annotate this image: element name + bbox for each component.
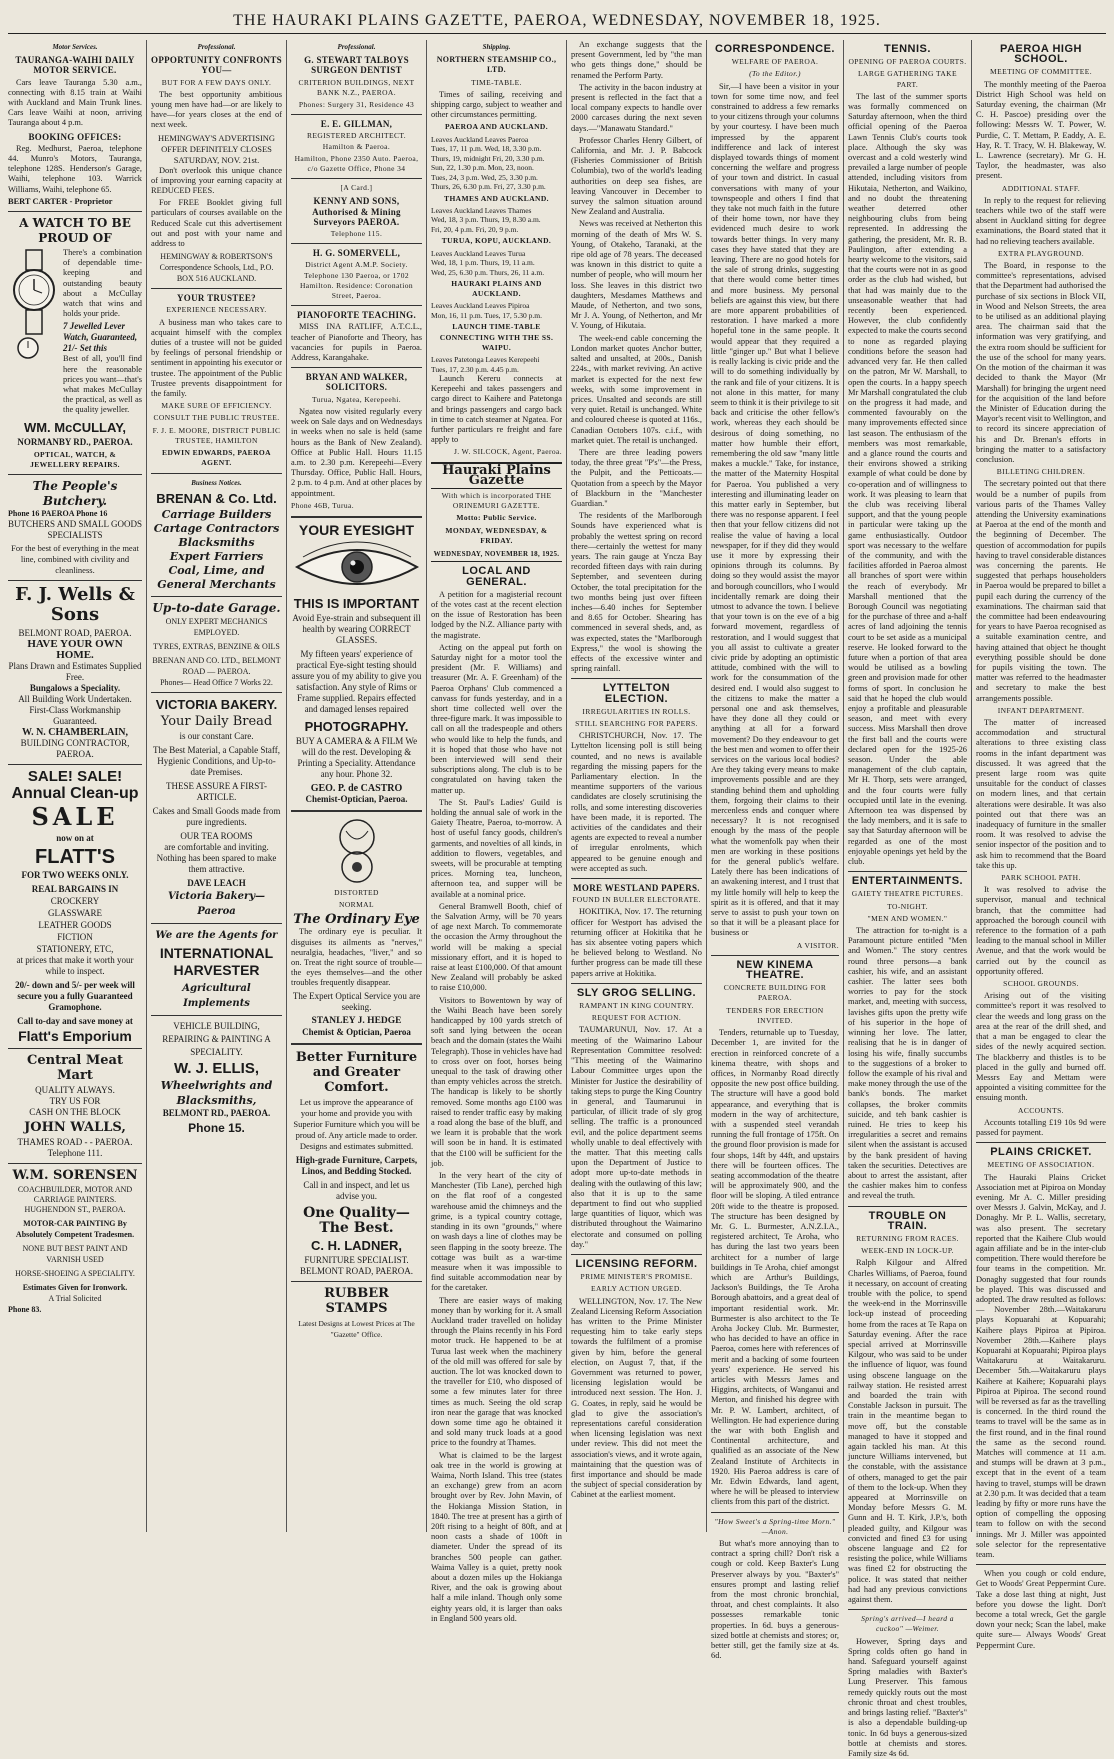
hedge-name: STANLEY J. HEDGE (311, 1015, 402, 1026)
train-sub-2: WEEK-END IN LOCK-UP. (861, 1246, 954, 1256)
column-1 (4, 40, 146, 1532)
ent-title: ENTERTAINMENTS. (851, 875, 964, 888)
garage-tyres: TYRES, EXTRAS, BENZINE & OILS (153, 641, 280, 651)
bakery-owner: DAVE LEACH (187, 877, 246, 888)
eye-avoid: Avoid Eye-strain and subsequent ill health by wearing CORRECT GLASSES. (292, 612, 421, 645)
local-para: What is claimed to be the largest oak tree in the world is growing at Waima, North Island. This tree (states an exchange) grew from an acorn brought over by Rev. John Mavin, of the Hokianga Mission Station, in 1840. The tree at present has a girth of 20ft rising to a height of 80ft, and at noon casts a shade of 100ft in diameter. Under the spread of its branches 500 people can gather. Waima Valley is a quiet, pretty nook about a dozen miles up the Hokianga River, and the oak is growing about half a mile inland. Though only some eighty years old, it is larger than oaks in England 500 years old. (431, 1450, 562, 1623)
sale-top: SALE! SALE! (27, 768, 123, 786)
ship-co: NORTHERN STEAMSHIP CO., LTD. (436, 55, 557, 75)
motor-title: TAURANGA-WAIHI DAILY MOTOR SERVICE. (15, 55, 135, 76)
stamps-body: Latest Designs at Lowest Prices at The "Gazette" Office. (298, 1318, 415, 1339)
bryan-towns: Turua, Ngatea, Kerepeehi. (311, 394, 402, 404)
ta-row: Fri, 20, 4 p.m. Fri, 20, 9 p.m. (431, 224, 519, 234)
meat-try: TRY US FOR (49, 1096, 101, 1107)
bryan-body: Ngatea now visited regularly every week on Sale days and on Wednesdays in weeks when no sale is held (same hours as the Bank of New Zealand). Office at Public Hall. Hours 11.15 a.m. to 2.30 p.m. Kerepeehi—Every Thursday. Office, Public Hall. Hours, 2 p.m. to 4 p.m. And at other places by appointment. (291, 406, 422, 498)
westland-sub: FOUND IN BULLER ELECTORATE. (572, 895, 701, 905)
sale-two: FOR TWO WEEKS ONLY. (21, 870, 129, 881)
watch-body: There's a combination of dependable time-keeping and outstanding beauty about a McCullay watch that wins and holds your pride. (63, 248, 142, 319)
ladner-name: C. H. LADNER, (311, 1237, 402, 1253)
hp-row: Leaves Auckland Leaves Pipiroa (431, 301, 530, 311)
decastro-trade: Chemist-Optician, Paeroa. (305, 793, 408, 804)
intro-para: Professor Charles Henry Gilbert, of California, and Mr. J. P. Babcock (Fisheries Commissioner of British Columbia), two of the world's leading authorities on deep sea fishes, are leaving Vancouver in December to survey the salmon situation around New Zealand and Australia. (571, 135, 702, 217)
trustee-sub: EXPERIENCE NECESSARY. (166, 305, 267, 315)
furn-quality: One Quality—The Best. (303, 1204, 410, 1236)
launch-rows (431, 355, 562, 374)
lic-sub-2: EARLY ACTION URGED. (591, 1284, 682, 1294)
infant-body: The matter of increased accommodation and structural alterations to three existing class rooms in the infant department was discussed. It was agreed that the present large room was quite unsuitable for the conduct of classes on modern lines, and that certain alterations were desirable. It was also pointed out that there was an inadequacy of furniture in the smaller room. It was resolved to advise the senior inspector of the position and to ask him to recommend that the Board take this up. (976, 718, 1106, 870)
hem-body-2: For FREE Booklet giving full particulars of courses available on the Reduced Scale cut this advertisement out and post with your name and address to (151, 198, 282, 249)
motor-body: Cars leave Tauranga 5.30 a.m., connecting with 8.15 train at Waihi with Auckland and Main Trunk lines. Cars leave Waihi at noon, arriving Tauranga about 4 p.m. (8, 77, 142, 128)
lic-body: WELLINGTON, Nov. 17. The New Zealand Licensing Reform Association has written to the Prime Minister requesting him to take early steps towards the fulfilment of a promise given by him, before the general election, on August 7, that, if the Government was returned to power, licensing legislation would be introduced next session. The Hon. J. G. Coates, in reply, said he would be glad to give the association's representations careful consideration when licensing legislation was next under review. This did not meet the association's views, and it wrote again, maintaining that the question was of first importance and should be made the subject of special consideration by Cabinet at the earliest moment. (571, 1296, 702, 1500)
opp-body: The best opportunity ambitious young men have had—or are likely to have—for years closes at the end of next week. (151, 89, 282, 130)
sale-bargains: REAL BARGAINS IN (31, 884, 119, 895)
bryan-title: BRYAN AND WALKER, SOLICITORS. (305, 372, 408, 393)
column-8 (971, 40, 1110, 1650)
gillman-trade: REGISTERED ARCHITECT. Hamilton & Paeroa. (306, 131, 407, 151)
play-title: EXTRA PLAYGROUND. (997, 248, 1085, 258)
kenny-name: KENNY AND SONS, Authorised & Mining Surveyors PAEROA. (312, 196, 401, 227)
launch-body: Launch Kereru connects at Kerepeehi and takes passengers and cargo direct to Kaihere and Patetonga and brings passengers and cargo back in time to catch steamer at Ngatea. For further particulars re freight and fare apply to (431, 374, 562, 445)
harvester-imp: Agricultural Implements (182, 982, 251, 1009)
gazette-motto: Motto: Public Service. (456, 513, 537, 523)
brenan-line-2: Cartage Contractors (153, 521, 280, 535)
furn-body: Let us improve the appearance of your home and provide you with Superior Furniture which you will be proud of. Any article made to order. Designs and estimates submitted. (293, 1096, 420, 1151)
corr-title: CORRESPONDENCE. (715, 43, 835, 55)
meat-mart: Central Meat Mart (27, 1053, 123, 1084)
staff-title: ADDITIONAL STAFF. (1001, 183, 1081, 193)
school-title: PAEROA HIGH SCHOOL. (1000, 43, 1082, 66)
mccullay-trade: OPTICAL, WATCH, & JEWELLERY REPAIRS. (30, 449, 120, 469)
cricket-title: PLAINS CRICKET. (990, 1146, 1092, 1159)
ta-title: THAMES AND AUCKLAND. (444, 193, 549, 203)
sale-item-5: STATIONERY, ETC, (36, 944, 114, 955)
brenan-line-1: Carriage Builders (161, 507, 272, 521)
glasses-normal: NORMAL (339, 900, 374, 910)
eye-icon (293, 541, 421, 593)
meat-cash: CASH ON THE BLOCK (29, 1107, 121, 1118)
lic-title: LICENSING REFORM. (575, 1257, 698, 1270)
launch-row: Leaves Patetonga Leaves Kerepeehi (431, 355, 540, 365)
sale-grama: 20/- down and 5/- per week will secure you a fully Guaranteed Gramophone. (15, 980, 135, 1013)
hedge-trade: Chemist & Optician, Paeroa (302, 1026, 411, 1037)
trustee-edwards: EDWIN EDWARDS, PAEROA AGENT. (162, 448, 271, 468)
tk-row: Wed, 25, 6.30 p.m. Thurs, 26, 11 a.m. (431, 267, 545, 277)
lyttelton-title: LYTTELTON ELECTION. (602, 682, 671, 705)
butchery-phone: Phone 16 PAEROA Phone 16 (8, 509, 108, 519)
sorensen-paint: NONE BUT BEST PAINT AND VARNISH USED (22, 1244, 128, 1265)
pa-row: Thurs, 19, midnight Fri, 20, 3.30 p.m. (431, 153, 545, 163)
somervell-body: District Agent A.M.P. Society. Telephone 130 Paeroa, or 1702 Hamilton. Residence: Coronation Street, Paeroa. (299, 260, 413, 301)
kenny-tel: Telephone 115. (330, 229, 383, 239)
brenan-line-4: Expert Farriers (169, 549, 264, 563)
sorensen-phone: Phone 83. (8, 1305, 42, 1315)
sale-prices: at prices that make it worth your while to inspect. (16, 955, 134, 977)
butchery-line: BUTCHERS AND SMALL GOODS SPECIALISTS (8, 519, 142, 541)
welfare-title: WELFARE OF PAEROA. (731, 57, 819, 67)
ordinary-body: The ordinary eye is peculiar. It disguises its ailments as "nerves," neuralgia, headaches, "liver," and so on. Treat the right source of trouble—the eyes themselves—and the other troubles frequently disappear. (291, 927, 422, 988)
verse: "How Sweet's a Spring-time Morn." —Anon. (714, 1516, 836, 1536)
column-5 (566, 40, 706, 1532)
gillman-name: E. E. GILLMAN, (320, 119, 393, 130)
walls-tel: Telephone 111. (47, 1148, 103, 1159)
cricket-body: The Hauraki Plains Cricket Association met at Pipiroa on Monday evening. Mr A. C. Miller presiding over Messrs J. Galvin, McKay, and J. Donaghy. Mr P. L. Wallis, secretary, was also present. The secretary reported that the Kaihere Club would again affiliate and be in the inter-club competition. There would therefore be four teams in the competition. Mr. Donaghy suggested that four rounds be played. This was discussed and adopted. The draw resulted as follows:— November 28th.—Waitakaruru plays Kopuarahi at Kopuarahi; Kaihere plays Pipiroa at Pipiroa. November 28th.—Kaihere plays Kopuarahi at Kopuarahi; Pipiroa plays Waitakaruru at Waitakaruru. December 5th.—Waitakaruru plays Kaihere at Kaihere; Kopuarahi plays Pipiroa at Pipiroa. The second round will be reversed as far as the travelling is concerned. In the third round the teams to travel will be the same as in the first round, and in the final round the same as the second round. Matches will commence at 11 a.m. and stumps will be drawn at 3 p.m., except that in the event of a team having to travel, stumps will be drawn at 2.30 p.m. It was decided that a team leading by fifty or more runs have the option of compelling the opposing team to follow on with the second innings. Mr J. Miller was appointed sole selector for the representative team. (976, 1172, 1106, 1560)
brenan-line-5: Coal, Lime, and (168, 563, 265, 577)
brenan-name: BRENAN & Co. Ltd. (156, 490, 277, 506)
wells-tag: HAVE YOUR OWN HOME. (27, 638, 123, 662)
tk-row: Wed, 18, 1 p.m. Thurs, 19, 11 a.m. (431, 258, 535, 268)
mccullay-name: WM. McCULLAY, (23, 419, 127, 435)
column-7 (843, 40, 971, 1758)
butchery-title: The People's Butchery. (32, 479, 118, 509)
gazette-date: WEDNESDAY, NOVEMBER 18, 1925. (431, 549, 562, 562)
wells-guar: First-Class Workmanship Guaranteed. (29, 705, 121, 727)
bryan-phone: Phone 46B, Turua. (291, 500, 355, 510)
wells-spec: Bungalows a Speciality. (29, 683, 121, 694)
bakery-bread: Your Daily Bread (160, 713, 273, 729)
grog-sub: RAMPANT IN KING COUNTRY. (579, 1001, 694, 1011)
ordinary-expert: The Expert Optical Service you are seeking. (292, 990, 421, 1012)
sale-call: Call to-day and save money at (17, 1016, 133, 1027)
local-para: The St. Paul's Ladies' Guild is holding the annual sale of work in the Gaiety Theatre, Paeroa, to-morrow. A host of useful fancy goods, children's garments, and novelties of all kinds, in addition to flowers, vegetables, and sweets, will be procurable at tempting prices. Morning tea, luncheon, afternoon tea, and supper will be available at a nominal price. (431, 797, 562, 899)
cricket-sub: MEETING OF ASSOCIATION. (987, 1160, 1095, 1170)
pa-row: Thurs, 26, 6.30 p.m. Fri, 27, 3.30 p.m. (431, 182, 546, 192)
ta-rows (431, 206, 562, 235)
sorensen-est: Estimates Given for Ironwork. (22, 1283, 128, 1293)
pa-row: Tues, 24, 3 p.m. Wed, 25, 3.30 p.m. (431, 172, 538, 182)
tennis-sub: OPENING OF PAEROA COURTS. (848, 57, 967, 67)
trustee-body: A business man who takes care to acquaint himself with the complex duties of a trustee will not be guided by feelings of personal friendship or sentiment in appointing his executor or trustee. The appointment of the Public Trustee prevents disappointment for the family. (151, 317, 282, 399)
mccullay-addr: NORMANBY RD., PAEROA. (17, 436, 133, 447)
bakery-name: VICTORIA BAKERY. (155, 696, 278, 712)
butchery-body: For the best of everything in the meat line, combined with civility and cleanliness. (11, 543, 139, 576)
gazette-title: Hauraki Plains Gazette (431, 462, 562, 489)
section-label: Shipping. (482, 43, 511, 51)
path-body: It was resolved to advise the supervisor, manual and technical branch, that the committee had approached the borough council with reference to the formation of a path leading to the manual school in Miller Avenue, and that the work would be carried out by the council as opportunity offered. (976, 885, 1106, 976)
local-para: General Bramwell Booth, chief of the Salvation Army, will be 70 years of age next March. To commemorate the occasion the Army throughout the world will be making a special missionary effort, and it is hoped to raise at least £100,000. Of that amount New Zealand will probably be asked to raise £10,000. (431, 901, 562, 993)
piano-title: PIANOFORTE TEACHING. (296, 310, 417, 321)
bakery-concern: is our constant Care. (179, 730, 254, 741)
watch-offer: 7 Jewelled Lever Watch, Guaranteed, 21/- Set this (63, 321, 138, 354)
sale-item-1: CROCKERY (50, 896, 100, 907)
play-body: The Board, in response to the committee's representations, advised that the Department had authorised the purchase of six sections in Block VII, in Wood and Nelson Streets, the area to be utilised as an additional playing area. The chairman said that the information was very gratifying, and the extra room should be sufficient for the use of the school for many years. On the motion of the chairman it was decided to thank the Mayor (Mr Marshall) for bringing the urgent need for the acquisition of the land before the Minister of Education during the Mayor's recent visit to Wellington, and to record its sincere appreciation of his and Dr. Brenan's efforts in bringing the matter to a satisfactory conclusion. (976, 261, 1107, 464)
acc-title: ACCOUNTS. (1018, 1105, 1064, 1115)
bakery-tea: OUR TEA ROOMS (180, 830, 253, 841)
photo-title: PHOTOGRAPHY. (304, 718, 409, 734)
lyttelton-sub-2: STILL SEARCHING FOR PAPERS. (575, 719, 698, 728)
pa-rows (431, 135, 562, 192)
sorensen-trial: A Trial Solicited (48, 1294, 102, 1304)
sale-word: SALE (31, 802, 119, 832)
kinema-sub: CONCRETE BUILDING FOR PAEROA. (723, 983, 827, 1003)
staff-body: In reply to the request for relieving teachers while two of the staff were absent in Auckland sitting for degree examinations, the Board stated that it had no relieving teachers available. (976, 195, 1106, 246)
glasses-distorted: DISTORTED (334, 887, 379, 897)
wells-name: F. J. Wells & Sons (15, 584, 135, 626)
decastro-name: GEO. P. de CASTRO (310, 782, 403, 794)
wells-addr: BELMONT ROAD, PAEROA. (18, 628, 132, 639)
grog-title: SLY GROG SELLING. (576, 986, 697, 999)
booking-body: Reg. Medhurst, Paeroa, telephone 44. Munro's Motors, Tauranga, telephone 128S. Henderson's Garage, Waihi, telephone 103. Warrick Williams, Waihi, telephone 65. (8, 143, 142, 194)
ellis-trade: Wheelwrights and Blacksmiths, (160, 1078, 273, 1107)
intro-para: The activity in the bacon industry at present is reflected in the fact that a local company expects to handle over 2000 carcases during the next seven days.—"Manawatu Standard." (571, 82, 702, 133)
launch-row: Tues, 17, 2.30 p.m. 4.45 p.m. (431, 364, 519, 374)
grog-sub-2: REQUEST FOR ACTION. (591, 1013, 682, 1023)
sorensen-name: W.M. SORENSEN (12, 1168, 138, 1184)
pa-row: Tues, 17, 11 p.m. Wed, 18, 3.30 p.m. (431, 144, 542, 154)
section-label: Professional. (337, 43, 376, 51)
wells-plans: Plans Drawn and Estimates Supplied Free. (8, 661, 142, 683)
sale-emporium: Flatt's Emporium (18, 1028, 132, 1045)
hem-addr: HEMINGWAY & ROBERTSON'S Correspondence Schools, Ltd., P.O. BOX 516 AUCKLAND. (159, 252, 274, 284)
spring-q: Spring's arrived—I heard a cuckoo" —Weimer. (861, 1614, 954, 1634)
bakery-cakes: Cakes and Small Goods made from pure ingredients. (152, 805, 281, 827)
piano-body: MISS INA RATLIFF, A.T.C.L., teacher of Pianoforte and Theory, has vacancies for pupils in Paeroa. Address, Karangahake. (291, 322, 422, 363)
bakery-best: The Best Material, a Capable Staff, Hygienic Conditions, and Up-to-date Premises. (152, 744, 281, 777)
booking-title: BOOKING OFFICES: (28, 131, 122, 142)
tennis-body: The last of the summer sports was formally commenced on Saturday afternoon, when the third official opening of the Paeroa Lawn Tennis Club's courts took place. Although the sky was overcast and a cold westerly wind prevailed a large number of people attended, including visitors from Hikutaia, Netherton, and Waikino, and no doubt the threatening weather deterred other neighbouring clubs from being represented. In addressing the gathering, the president, Mr. R. B. Paulington, after extending a hearty welcome to the visitors, said that the courts were not in as good order as the club had wished, but that had was mainly due to the unseasonable weather that had recently been experienced. However, the club confidently expected to make the courts second to none as regarded playing conditions before the season had advanced very far. He then called on the patron, Mr W. Marshall, to open the courts. In a happy speech Mr Marshall congratulated the club on the progress it had made, and commented favourably on the many improvements effected since last season. The enthusiasm of the members was most remarkable, and a glance round the courts and their environs showed a striking example of what could be done by co-operation and of willingness to work. It was pleasing to learn that the club was receiving liberal support, and that the young people in particular were taking up the game enthusiastically. Outdoor sport was necessary to the welfare of the community, and with the facilities afforded in Paeroa almost all branches of sport were within the reach of everybody. Mr Marshall mentioned that the Borough Council was negotiating for the purchase of three and a-half acres of land adjoining the tennis court to be set aside as a municipal reserve. He looked forward to the future when a portion of that area would be utilised as a bowling green and provision made for other forms of sport. In conclusion he said that he hoped the club would enjoy a profitable and pleasurable season, and meet with every success. Miss Marshall then drove the first ball and the courts were declared open for the 1925-26 season. Under the able management of the club captain, Mr H. Thorp, sets were arranged, and the four courts were fully occupied until late in the evening. Afternoon tea was dispensed by the lady members, and it is safe to say that Saturday afternoon will be regarded as one of the most enjoyable openings yet held by the club. (848, 91, 967, 867)
trustee-consult: CONSULT THE PUBLIC TRUSTEE. (153, 413, 280, 423)
bakery-tea-body: are comfortable and inviting. Nothing has been spared to make them attractive. (156, 841, 277, 874)
ladner-trade: FURNITURE SPECIALIST. BELMONT ROAD, PAEROA. (299, 1254, 413, 1276)
watch-title: A WATCH TO BE PROUD OF (19, 216, 131, 246)
hp-row: Mon, 16, 11 p.m. Tues, 17, 5.30 p.m. (431, 310, 542, 320)
brenan-line-3: Blacksmiths (178, 535, 255, 549)
acc-body: Accounts totalling £19 10s 9d were passed for payment. (976, 1117, 1106, 1137)
harvester-name: INTERNATIONAL HARVESTER (159, 944, 274, 978)
trustee-title: YOUR TRUSTEE? (176, 293, 256, 304)
kenny-card: [A Card.] (340, 183, 373, 193)
intro-para: The residents of the Marlborough Sounds have experienced what is probably the wettest spring on record there—certainly the wettest for many years. The rain gauge at Yncza Bay recorded fifteen days with rain during September, and seventeen during October, the total precipitation for the two months being just over fifteen inches—6.40 inches for September and 8.65 for October. Shearing has commenced in several sheds, and, as was expected, states the "Marlborough Express," the wool is showing the effects of the excessive winter and spring rainfall. (571, 511, 702, 674)
section-label: Motor Services. (52, 43, 98, 51)
ellis-name: W. J. ELLIS, (173, 1059, 259, 1077)
gazette-days: MONDAY, WEDNESDAY, & FRIDAY. (445, 525, 548, 545)
grog-body: TAUMARUNUI, Nov. 17. At a meeting of the Waimarino Labour Representation Committee resolved: "This meeting of the Waimarino Labour Committee urges upon the Minister for Justice the desirability of taking steps to purge the King Country in general, and Taumarunui in particular, of illicit trade of sly grog selling. The traffic is a pronounced evil, and the police department seems wholly unable to deal effectively with the matter. That this meeting calls upon the Department of Justice to adopt more up-to-date methods in dealing with the outlawing of this law; also that it is up to the same department to find out who supplied large quantities of liquor, which was distributed throughout the Waimarino electorate and consumed on polling day." (571, 1025, 702, 1249)
local-para: There are easier ways of making money than by working for it. A small Auckland trader travelled on holiday through the Plains recently in his Ford motor truck. He happened to be at Turua last week when the machinery of the old mill was offered for sale by auction. The lot was knocked down to the traveller for £10, who disposed of some a few minutes later for three times as much. Seeing the old scrap iron near the garage that was knocked down some time ago he obtained it and sold many truck loads at a good price to the foundry at Thames. (431, 1295, 562, 1448)
column-2 (146, 40, 286, 1532)
intro-para: News was received at Netherton this morning of the death of Mrs W. S. Young, of Otakeho, Taranaki, at the ripe old age of 78 years. The deceased was known in this district to quite a number of people, who will mourn her loss. She leaves in this district two daughters, Mesdames Matthews and Maude, of Netherton, and two sons, Mr J. A. Young, of Netherton, and Mr V. Young, of Hikutaia. (571, 219, 702, 331)
walls-name: JOHN WALLS, (24, 1120, 126, 1136)
kinema-title: NEW KINEMA THEATRE. (736, 958, 814, 982)
garage-phones: Phones— Head Office 7 Works 22. (160, 677, 273, 687)
hp-rows (431, 301, 562, 320)
opp-title: OPPORTUNITY CONFRONTS YOU— (151, 55, 282, 76)
ship-body: Times of sailing, receiving and shipping cargo, subject to weather and other circumstances permitting. (431, 89, 562, 120)
pa-title: PAEROA AND AUCKLAND. (444, 122, 549, 132)
eye-title: YOUR EYESIGHT (298, 521, 415, 538)
local-title: LOCAL AND GENERAL. (462, 565, 531, 588)
talboys-phone: Phones: Surgery 31, Residence 43 (298, 100, 415, 110)
ent-tonight: TO-NIGHT. (887, 901, 928, 911)
spring-body: But what's more annoying than to contract a spring chill? Don't risk a cough or cold. Keep Baxter's Lung Preserver always by you. "Baxter's" ensures prompt and lasting relief from the most chronic bronchial, throat, and chest complaints. It also possesses remarkable tonic properties. In 6d. buys a generous-sized bottle at chemists and stores; or, better still, get the family size at 4s. 6d. (711, 1539, 839, 1661)
tk-row: Leaves Auckland Leaves Turua (431, 248, 526, 258)
somervell-name: H. G. SOMERVELL, (312, 248, 401, 259)
school-body: The monthly meeting of the Paeroa District High School was held on Saturday evening, the chairman (Mr C. H. Pascoe) presiding over the following: Messrs W. T. Power, W. Purdie, C. T. Mettam, P. Eaddy, A. E. Hay, R. T. Tracy, W. H. Blakeway, W. L. Lawrence (secretary). Mr G. H. Taylor, the headmaster, was also present. (976, 79, 1106, 181)
trustee-make: MAKE SURE OF EFFICIENCY. (161, 401, 272, 411)
westland-body: HOKITIKA, Nov. 17. The returning officer for Westport has advised the returning officer at Hokitika that he has six absentee voting papers which he believed belong to Westland. No further progress can be made till these papers arrive at Hokitika. (571, 907, 702, 978)
sale-item-4: FICTION (57, 932, 93, 943)
kinema-body: Tenders, returnable up to Tuesday, December 1, are invited for the erection in reinforced concrete of a kinema theatre, with shops and offices, in Normanby Road directly opposite the new post office building. The structure will have a good bold appearance, and everything that is modern in the way of architecture, with a suspended steel verandah running the full frontage of 175ft. On the ground floor provision is made for four shops, 14ft by 44ft, and upstairs there will be fourteen offices. The seating accommodation of the theatre will be approximately 900, and the floor will be sloping. A tiled entrance 20ft wide to the theatre is proposed. The structure has been designed by Mr. G. L. Burmester, A.N.Z.I.A., registered architect, Te Aroha, who has during the last two years been architect for a number of large buildings in Te Aroha, chief amongst which are Arthur's Buildings, Jackson's Buildings, the Te Aroha Borough abattoirs, and a great deal of important residential work. Mr. Burmester is also architect to the Te Aroha Jockey Club. Mr. Burmester, who has decided to have an office in Paeroa, comes here with references of merit and a backing of some fourteen years' experience. He served his articles with Messrs James and Higgins, architects, of Wanganui and Merton, and finished his degree with Mr. P. W. Lambert, architect, of Wellington. He had experience during the war with both English and Continental architecture, and qualified as an associate of the New Zealand Institute of Architects in 1920. His Paeroa address is care of Mr. Edwin Edwards, land agent, where he will be pleased to interview clients from this part of the district. (711, 1028, 839, 1507)
sorensen-motor: MOTOR-CAR PAINTING By Absolutely Competent Tradesmen. (15, 1219, 135, 1240)
biz-section: Business Notices. (191, 478, 242, 487)
tk-title: TURUA, KOPU, AUCKLAND. (441, 236, 552, 246)
ta-row: Leaves Auckland Leaves Thames (431, 205, 532, 215)
bakery-assure: THESE ASSURE A FIRST-ARTICLE. (166, 780, 267, 802)
spring-body: However, Spring days and Spring colds often go hand in hand. Safeguard yourself against Spring maladies with Baxter's Lung Preserver. This famous remedy quickly routs out the most chronic throat and chest troubles, and brings lasting relief. "Baxter's" is also a dependable building-up tonic. In 6d buys a generous-sized bottle at chemists and stores. Family size 4s 6d. (848, 1636, 967, 1758)
chamberlain-name: W. N. CHAMBERLAIN, (21, 727, 129, 739)
hem-body: Don't overlook this unique chance of improving your earning capacity at REDUCED FEES. (151, 165, 282, 196)
sorensen-shoe: HORSE-SHOEING A SPECIALITY. (15, 1269, 135, 1279)
talboys-name: G. STEWART TALBOYS SURGEON DENTIST (304, 55, 409, 76)
hp-title: HAURAKI PLAINS AND AUCKLAND. (451, 279, 542, 299)
pa-row: Leaves Auckland Leaves Paeroa (431, 134, 529, 144)
launch-agent: J. W. SILCOCK, Agent, Paeroa. (453, 447, 562, 457)
sorensen-trade: COACHBUILDER, MOTOR AND CARRIAGE PAINTERS. HUGHENDON ST., PAEROA. (17, 1185, 133, 1215)
local-para: Visitors to Bowentown by way of the Waihi Beach have been sorely handicapped by 100 yards stretch of soft sand lying between the ocean beach and the domain (states the Waihi Telegraph). Those in vehicles have had to cross over on foot, horses being unequal to the task of drawing other than empty vehicles across the stretch. The handicap is likely to be shortly removed. Some months ago £100 was raised to render traffic easy by making a road along the base of the bluff, and we learn it is probable that the work will soon be in hand. It is estimated that the £100 will be sufficient for the job. (431, 995, 562, 1168)
kinema-sub-2: TENDERS FOR ERECTION INVITED. (726, 1005, 824, 1025)
garage-title: Up-to-date Garage. (152, 600, 281, 615)
ship-timetable: TIME-TABLE. (471, 77, 522, 87)
launch-title: LAUNCH TIME-TABLE CONNECTING WITH THE SS. WAIPU. (439, 322, 554, 352)
harvester-agents: We are the Agents for (155, 929, 278, 941)
furn-grade: High-grade Furniture, Carpets, Linos, and Bedding Stocked. (295, 1154, 418, 1176)
column-4 (426, 40, 566, 1623)
pa-row: Sun, 22, 1.30 p.m. Mon, 23, noon. (431, 163, 534, 173)
opp-sub: BUT FOR A FEW DAYS ONLY. (161, 77, 272, 87)
wells-all: All Building Work Undertaken. (18, 694, 132, 705)
welfare-body: Sir,—I have been a visitor in your town for some time now, and feel constrained to address a few remarks to your citizens through your columns by your courtesy. I have been much impressed by the apparent indifference and lack of interest displayed towards things of moment concerning the welfare and progress of your town and district. In casual conversations with many of your townspeople and others I find that they take not much faith in the future of their home town, nor have they evidenced much desire to work towards better things. In very many cases they have stated that they are leaving. There are no good hotels for the sale of strong drinks, suggesting that there would come better times and more business. My personal beliefs are against this view, but there are more apparent probabilities of restoration. I have marked a more hopeful tone in the same people. It would appear that they required a little "ginger up." But what I believe is really lacking is civic pride and the will to do something individually by the rank and file of your citizens. It is not alone in this matter, for many seem to think it is their privilege to sit back and criticise the other fellow's work, whereas they each should be desirous of doing something, no matter how humble their effort, remembering the old saw "many little makes a muckle." Take, for instance, the matter of the Maternity Hospital for Paeroa. You published a very interesting and illuminating leader on this matter early in September, but there was no response apparent. I feel then that your fellow citizens did not realise the value of having a local newspaper, for if they did they would use it more by expressing their opinions through its columns. By doing so they would assist the mayor and borough councillors, who I would incidentally remark are doing their utmost to advance the town. I believe that your town is on the eve of a big forward movement, regardless of restoration, and I would suggest that you all assist to cultivate a greater civic pride by adopting an optimistic attitude, combined with the will to work for the consummation of the desired end. I would also suggest to the citizens to make the matter a personal one and ask themselves, have they done all they could or anything at all for a forward movement? Do they endeavour to get the best men and women to offer their services on the various local bodies? Are they taking every means to make improvements possible and are they standing behind them and upholding them, forgoing their claims to their mercenless ends and conquer where necessary? It is not recognised enough by the mass of the people what the womenfolk pay when their men are working in these positions for the general public's welfare. Lately there has been indications of an awakening interest, and I trust that my little homily will help to keep the spirit as it is offered, and that it may serve to assist to push your town on so that it will be a pleasant place for business or (711, 81, 839, 938)
school-sub: MEETING OF COMMITTEE. (990, 67, 1092, 77)
tennis-title: TENNIS. (884, 43, 931, 55)
brenan-line-6: General Merchants (157, 577, 276, 591)
local-para: In the very heart of the city of Manchester (Tib Lane), perched high on the flat roof of a congested warehouse amid the chimneys and the grime, is a typical country cottage, standing in its own "grounds," where on wash days a line of clothes may be seen flapping in the sooty breeze. The cottage was built as a war-time measure when it was impossible to find suitable accommodation near by for the caretaker. (431, 1171, 562, 1293)
eye-important: THIS IS IMPORTANT (293, 595, 420, 611)
section-label: Professional. (197, 43, 236, 51)
column-3 (286, 40, 426, 1532)
welfare-to: (To the Editor.) (749, 69, 801, 79)
garage-co: BRENAN AND CO. LTD., BELMONT ROAD — PAEROA. (152, 655, 281, 676)
intro-para: The week-end cable concerning the London market quotes Anchor butter, salted and unsalted, at 200s., Danish 224s., with market reviving. An active market is expected for the next few weeks, with some improvement in prices. Unsalted and seconds are still very quiet. Retail is unchanged. White and coloured cheese is quoted at 116s., Canadian Octobers 107s. c.i.f., with market quiet. The retail is unchanged. (571, 333, 702, 445)
lyttelton-sub: IRREGULARITIES IN ROLLS. (582, 706, 691, 716)
furn-call: Call in and inspect, and let us advise you. (303, 1179, 410, 1201)
watch-body-2: Best of all, you'll find here the reasonable prices you want—that's what makes McCullay the practical, as well as the quality jeweller. (63, 354, 142, 415)
grounds-title: SCHOOL GROUNDS. (1003, 979, 1079, 989)
westland-title: MORE WESTLAND PAPERS. (573, 883, 700, 894)
ent-sub: GAIETY THEATRE PICTURES. (851, 889, 964, 899)
garage-mech: ONLY EXPERT MECHANICS EMPLOYED. (165, 616, 268, 637)
column-6 (706, 40, 843, 1661)
intro-para: There are three leading powers today, the three great "P's"—the Press, the Pulpit, and the Petticoats.—Quotation from a speech by the Mayor of Blackburn in the "Manchester Guardian." (571, 447, 702, 508)
ellis-vehicle: VEHICLE BUILDING, REPAIRING & PAINTING A SPECIALITY. (162, 1020, 271, 1057)
sale-annual: Annual Clean-up (11, 785, 139, 803)
sale-item-3: LEATHER GOODS (38, 920, 112, 931)
eye-body: My fifteen years' experience of practical Eye-sight testing should assure you of my ability to give you satisfaction. Any style of Rims or Frame supplied. Repairs effected and damaged lenses repaired (291, 648, 422, 714)
hem-offer: HEMINGWAY'S ADVERTISING OFFER DEFINITELY CLOSES SATURDAY, NOV. 21st. (157, 132, 276, 165)
sale-now: now on at (56, 833, 94, 844)
trustee-moore: F. J. E. MOORE, DISTRICT PUBLIC TRUSTEE, HAMILTON (152, 425, 281, 445)
ellis-addr: BELMONT RD., PAEROA. (162, 1107, 271, 1118)
billet-body: The secretary pointed out that there would be a number of pupils from various parts of the Thames Valley attending the University examinations at Paeroa at the end of the month and the beginning of December. The question of accommodation for pupils having to travel considerable distances was concerning the parents. He suggested that perhaps householders in Paeroa would be prepared to billet a pupil each during the currency of the examinations. The chairman said that the committee had been endeavouring for years to have Paeroa recognised as a suitable examination centre, and having attained that object he thought everything possible should be done for pupils visiting the town. The matter was referred to the headmaster and secretary to make the best arrangements possible. (976, 479, 1106, 703)
grounds-body: Arising out of the visiting committee's report it was resolved to clear the weeds and long grass on the area at the rear of the drill shed, and that a man be engaged to clear the sides of the newly acquired section. The blackberry and thistles is to be placed in the gully and burned off. Messrs Eay and Mettam were appointed a visiting committee for the ensuing month. (976, 991, 1106, 1103)
sale-flatts: FLATT'S (35, 846, 115, 869)
ellis-phone: Phone 15. (188, 1120, 245, 1135)
lic-sub: PRIME MINISTER'S PROMISE. (580, 1272, 693, 1282)
stamps-title: RUBBER STAMPS (324, 1285, 389, 1316)
ent-body: The attraction for to-night is a Paramount picture entitled "Men and Women." The story centres round three persons—a bank cashier, his wife, and an assistant cashier. The latter sees both worries to pay for the stock market, and, meeting with success, lavishes gifts upon the pretty wife of his superior in the hope of winning her love. The latter, realising that he is in danger of losing his wife, finally succumbs to the suggestions of a broker to follow the example of his rival and make money through the use of the bank's bonds. The market collapses, the broker commits suicide, and teh bank cashier is ruined. He tries to keep his irregularities a secret and remains silent when the assistant is accused by the bank president of having taken the securities. Detectives are about to arrest the assistant, after the cashier makes him to confess and reveal the truth. (848, 926, 967, 1201)
tennis-sub-2: LARGE GATHERING TAKE PART. (858, 69, 957, 89)
local-para: Acting on the appeal put forth on Saturday night for a motor tool the president (Mr. F. Williams) and treasurer (Mr. A. F. Greenham) of the Paeroa Orphans' Club commenced a canvass for funds yesterday, and in a short time collected well over the three-figure mark. It was impossible to call on all the tradespeople and others who would like to help the funds, and it is hoped that those who have not been interviewed will send their subscriptions along. The club is to be congratulated on having taken the matter up. (431, 642, 562, 795)
local-para: A petition for a magisterial recount of the votes cast at the recent election on the issue of Restoration has been lodged by the N.Z. Alliance party with the magistrate. (431, 589, 562, 640)
tk-rows (431, 249, 562, 278)
chamberlain-trade: BUILDING CONTRACTOR, PAEROA. (20, 738, 130, 760)
infant-title: INFANT DEPARTMENT. (997, 705, 1085, 715)
watch-icon (8, 248, 60, 366)
billet-title: BILLETING CHILDREN. (996, 467, 1086, 477)
gazette-with: With which is incorporated THE ORINEMURI GAZETTE. (441, 491, 552, 511)
train-title: TROUBLE ON TRAIN. (868, 1209, 947, 1232)
train-sub: RETURNING FROM RACES. (856, 1233, 959, 1243)
walls-addr: THAMES ROAD - - PAEROA. (17, 1137, 133, 1148)
path-title: PARK SCHOOL PATH. (1001, 873, 1081, 883)
glasses-icon (302, 817, 412, 885)
intro-para: An exchange suggests that the present Government, led by "the man who gets things done," should be renamed the Perform Party. (571, 40, 702, 80)
talboys-addr: CRITERION BUILDINGS, NEXT BANK N.Z., PAEROA. (298, 77, 415, 97)
bakery-place: Victoria Bakery—Paeroa (167, 890, 266, 917)
proprietor-line: BERT CARTER - Proprietor (8, 196, 113, 206)
photo-body: BUY A CAMERA & A FILM We will do the rest. Developing & Printing a Speciality. Attendance any hour. Phone 32. (295, 735, 418, 779)
ordinary-title: The Ordinary Eye (293, 912, 420, 928)
ent-film: "MEN AND WOMEN." (867, 913, 948, 923)
gillman-addr: Hamilton, Phone 2350 Auto. Paeroa, c/o Gazette Office, Phone 34 (294, 153, 419, 174)
cough-body: When you cough or cold endure, Get to Woods' Great Peppermint Cure. Take a dose last thing at night, Just before you dowse the light. Don't become a total wreck, Get the gargle down your neck; Scan the label, make quite sure— Always Woods' Great Peppermint Cure. (976, 1569, 1106, 1650)
furn-title: Better Furniture and Greater Comfort. (295, 1049, 418, 1095)
masthead-rule (8, 33, 1106, 34)
welfare-sign: A VISITOR. (796, 940, 839, 950)
train-body: Ralph Kilgour and Alfred Charles Williams, of Paeroa, found it necessary, on account of creating trouble with the police, to spend the week-end in the Morrinsville lock-up instead of proceeding home from the races at Te Rapa on Saturday evening. After the race special arrived at Morrinsville Kilgour, who was said to be under the influence of liquor, was found using obscene language on the railway station. He resisted arrest and boarded the train with Constable Jackson in pursuit. The train in the meantime began to move off, but the constable managed to have it stopped and again tackled his man. At this juncture Williams intervened, but the constable, with the assistance of others, managed to get the pair of them to the lock-up. When they appeared at Morrinsville on Monday before Messrs G. M. Gunn and H. T. Kirk, J.P.'s, both pleaded guilty, and Kilgour was convicted and fined £3 for using obscene language and £2 for resisting the police, while Williams was fined £2 for obstructing the police. It was stated that neither had had any previous convictions against them. (848, 1258, 967, 1605)
meat-quality: QUALITY ALWAYS. (35, 1085, 115, 1096)
lyttelton-body: CHRISTCHURCH, Nov. 17. The Lyttelton licensing poll is still being counted, and no news is available regarding the missing papers for the Parliamentary election. In the meantime supporters of the various candidates are closely scrutinising the rolls, and some interesting discoveries have been made, it is reported. The activities of the candidates and their agents are expected to reveal a number of irregular enrolments, which appeared to be genuine enough and were accepted as such. (571, 731, 702, 873)
ta-row: Wed, 18, 3 p.m. Thurs, 19, 8.30 a.m. (431, 215, 541, 225)
sale-item-2: GLASSWARE (47, 908, 102, 919)
masthead: THE HAURAKI PLAINS GAZETTE, PAEROA, WEDNESDAY, NOVEMBER 18, 1925. (233, 12, 881, 29)
